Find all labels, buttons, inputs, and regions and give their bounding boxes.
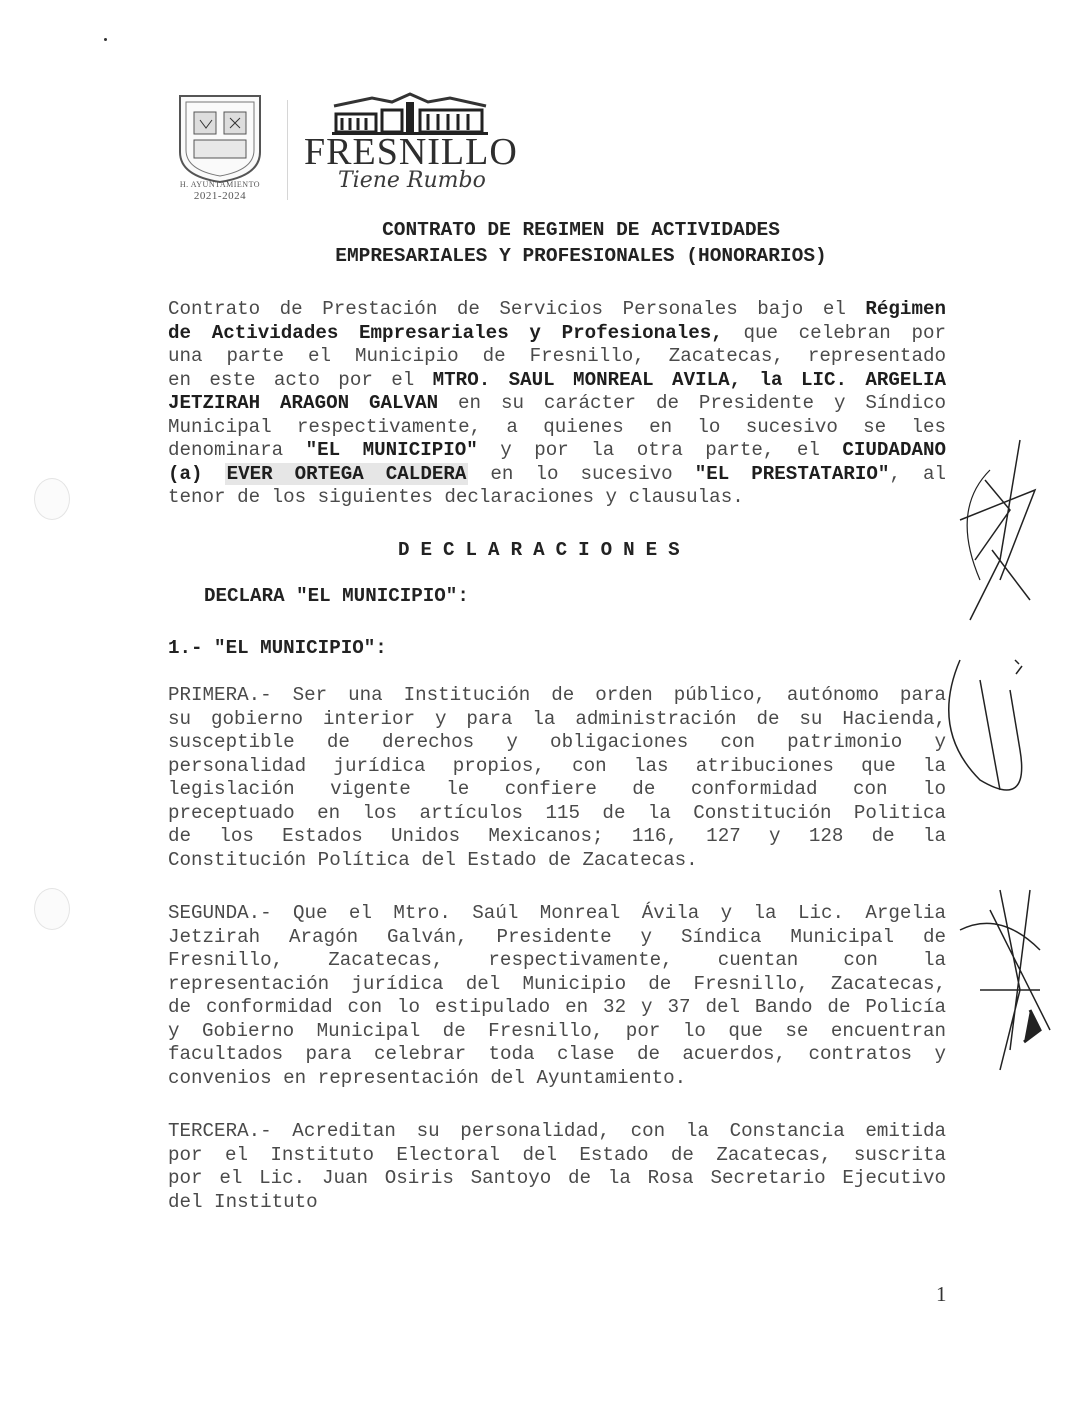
clause-line: Jetzirah Aragón Galván, Presidente y Síndica Municipal de	[168, 925, 946, 948]
intro-paragraph	[168, 298, 946, 510]
intro-text: Municipal respectivamente, a quienes en lo sucesivo se les	[168, 415, 946, 438]
clause-line: TERCERA.- Acreditan su personalidad, con la Constancia emitida	[168, 1120, 946, 1142]
scan-speck	[104, 38, 107, 41]
regime-label-cont: de Actividades Empresariales y Profesionales,	[168, 321, 723, 344]
intro-text: denominara	[168, 439, 306, 461]
skyline-logo-icon	[332, 92, 488, 136]
clause-line: su gobierno interior y para la administración de su Hacienda,	[168, 707, 946, 730]
intro-text: , al	[889, 462, 947, 485]
seal-caption-line1: H. AYUNTAMIENTO	[179, 180, 261, 189]
intro-text: en su carácter de Presidente y Síndico	[438, 392, 946, 414]
clause-line: de los Estados Unidos Mexicanos; 116, 127 y 128 de la	[168, 825, 946, 847]
clause-line: de conformidad con lo estipulado en 32 y 37 del Bando de Policía	[168, 996, 946, 1018]
section-1-heading: 1.- "EL MUNICIPIO":	[168, 637, 387, 659]
clause-line: por el Lic. Juan Osiris Santoyo de la Rosa Secretario Ejecutivo	[168, 1167, 946, 1189]
sindico-name: JETZIRAH ARAGON GALVAN	[168, 392, 439, 414]
punch-hole-top	[34, 478, 70, 520]
clause-line: del Instituto	[168, 1190, 318, 1213]
seal-caption	[160, 180, 280, 202]
prestatario-name: EVER ORTEGA CALDERA	[226, 462, 467, 485]
margin-signatures-icon	[940, 430, 1080, 1130]
clause-line: y Gobierno Municipal de Fresnillo, por lo que se encuentran	[168, 1019, 946, 1042]
prestatario-label: "EL PRESTATARIO"	[694, 462, 890, 485]
intro-text: en este acto por el	[168, 368, 433, 391]
clause-line: preceptuado en los artículos 115 de la Constitución Politica	[168, 801, 946, 824]
representatives-names: MTRO. SAUL MONREAL AVILA, la LIC. ARGELIA	[432, 368, 946, 391]
clause-tercera	[168, 1120, 946, 1214]
clause-primera	[168, 684, 946, 872]
clause-line: Constitución Política del Estado de Zacatecas.	[168, 848, 698, 871]
intro-text: Contrato de Prestación de Servicios Personales bajo el	[168, 298, 866, 320]
brand-name: FRESNILLO	[304, 131, 518, 173]
declaraciones-heading: DECLARACIONES	[398, 539, 691, 561]
clause-line: PRIMERA.- Ser una Institución de orden público, autónomo para	[168, 684, 946, 706]
brand-tagline: Tiene Rumbo	[338, 168, 486, 193]
clause-line: Fresnillo, Zacatecas, respectivamente, cuentan con la	[168, 949, 946, 971]
municipio-label: "EL MUNICIPIO"	[305, 439, 478, 461]
intro-text: en lo sucesivo	[468, 462, 695, 485]
header-divider	[287, 100, 288, 200]
regime-label: Régimen	[865, 298, 946, 320]
intro-text: una parte el Municipio de Fresnillo, Zacatecas, representado	[168, 345, 946, 367]
intro-text: y por la otra parte, el	[477, 439, 843, 461]
page-number: 1	[936, 1282, 947, 1306]
clause-line: legislación vigente le confiere de conformidad con lo	[168, 778, 946, 800]
clause-line: convenios en representación del Ayuntamiento.	[168, 1066, 687, 1089]
clause-line: personalidad jurídica propios, con las atribuciones que la	[168, 754, 946, 777]
ciudadano-label: CIUDADANO	[842, 439, 947, 461]
clause-line: facultados para celebrar toda clase de acuerdos, contratos y	[168, 1043, 946, 1065]
clause-line: representación jurídica del Municipio de Fresnillo, Zacatecas,	[168, 972, 946, 995]
clause-segunda	[168, 902, 946, 1090]
intro-text: que celebran por	[722, 321, 946, 344]
clause-line: SEGUNDA.- Que el Mtro. Saúl Monreal Ávila y la Lic. Argelia	[168, 902, 946, 924]
clause-line: por el Instituto Electoral del Estado de Zacatecas, suscrita	[168, 1143, 946, 1166]
contract-title-line2: EMPRESARIALES Y PROFESIONALES (HONORARIOS)	[335, 245, 827, 267]
gender-marker: (a)	[168, 462, 203, 485]
contract-title-line1: CONTRATO DE REGIMEN DE ACTIVIDADES	[382, 219, 780, 241]
intro-text: tenor de los siguientes declaraciones y clausulas.	[168, 486, 744, 508]
clause-line: susceptible de derechos y obligaciones con patrimonio y	[168, 731, 946, 753]
seal-caption-line2: 2021-2024	[193, 190, 247, 202]
punch-hole-bottom	[34, 888, 70, 930]
declara-municipio-heading: DECLARA "EL MUNICIPIO":	[204, 585, 469, 607]
